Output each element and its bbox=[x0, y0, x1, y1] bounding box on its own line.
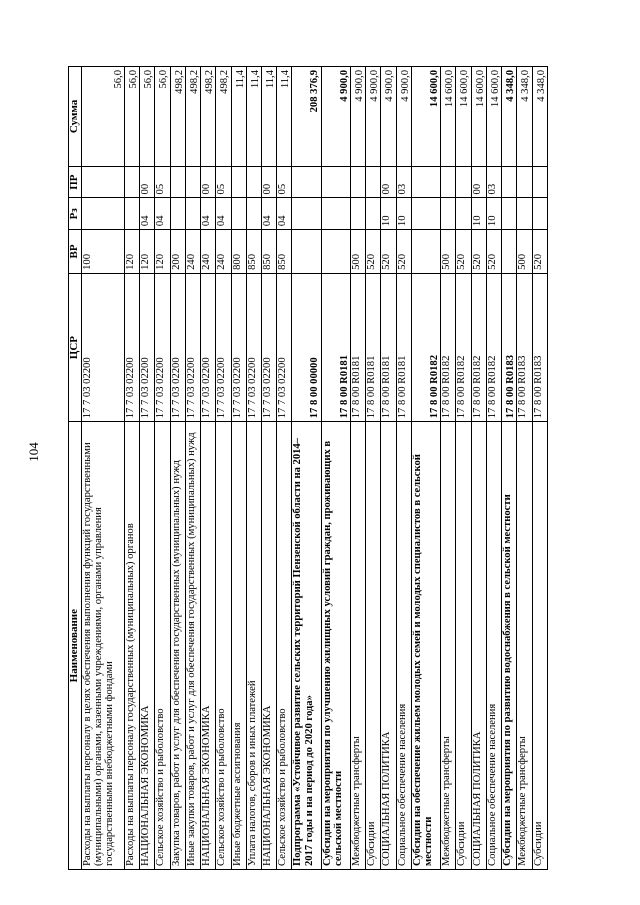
cell-sum: 11,4 bbox=[246, 67, 261, 167]
cell-vr bbox=[411, 230, 440, 274]
cell-name: Закупка товаров, работ и услуг для обеспечения государственных (муниципальных) нужд bbox=[170, 422, 185, 870]
cell-vr: 240 bbox=[216, 230, 231, 274]
cell-name: Межбюджетные трансферты bbox=[441, 422, 456, 870]
cell-sum: 56,0 bbox=[81, 67, 124, 167]
cell-name: Уплата налогов, сборов и иных платежей bbox=[246, 422, 261, 870]
cell-rz bbox=[321, 198, 350, 230]
table-row bbox=[471, 67, 486, 870]
table-row bbox=[201, 67, 216, 870]
cell-rz: 10 bbox=[471, 198, 486, 230]
table-row bbox=[486, 67, 501, 870]
header-vr: ВР bbox=[69, 230, 82, 274]
cell-csr: 17 7 03 02200 bbox=[216, 273, 231, 421]
cell-sum: 4 900,0 bbox=[396, 67, 411, 167]
cell-csr: 17 8 00 R0183 bbox=[502, 273, 517, 421]
cell-csr: 17 7 03 02200 bbox=[246, 273, 261, 421]
table-row bbox=[277, 67, 292, 870]
cell-pr: 05 bbox=[216, 166, 231, 198]
table-body bbox=[81, 67, 547, 870]
cell-name: Расходы на выплаты персоналу государственных (муниципальных) органов bbox=[124, 422, 139, 870]
cell-csr: 17 7 03 02200 bbox=[81, 273, 124, 421]
cell-csr: 17 8 00 R0182 bbox=[411, 273, 440, 421]
cell-vr: 240 bbox=[201, 230, 216, 274]
cell-sum: 4 348,0 bbox=[502, 67, 517, 167]
cell-pr bbox=[517, 166, 532, 198]
cell-rz: 10 bbox=[381, 198, 396, 230]
cell-pr: 05 bbox=[277, 166, 292, 198]
cell-csr: 17 8 00 R0182 bbox=[471, 273, 486, 421]
table-row bbox=[124, 67, 139, 870]
cell-rz bbox=[231, 198, 246, 230]
table-row bbox=[140, 67, 155, 870]
cell-name: СОЦИАЛЬНАЯ ПОЛИТИКА bbox=[381, 422, 396, 870]
cell-vr: 850 bbox=[277, 230, 292, 274]
cell-pr bbox=[350, 166, 365, 198]
header-sum: Сумма bbox=[69, 67, 82, 167]
cell-csr: 17 7 03 02200 bbox=[155, 273, 170, 421]
cell-vr: 520 bbox=[366, 230, 381, 274]
cell-sum: 498,2 bbox=[201, 67, 216, 167]
cell-name: Субсидии bbox=[456, 422, 471, 870]
cell-vr: 520 bbox=[396, 230, 411, 274]
cell-vr bbox=[321, 230, 350, 274]
cell-rz bbox=[185, 198, 200, 230]
cell-csr: 17 7 03 02200 bbox=[185, 273, 200, 421]
table-row bbox=[321, 67, 350, 870]
cell-sum: 56,0 bbox=[155, 67, 170, 167]
cell-rz: 04 bbox=[262, 198, 277, 230]
table-row bbox=[381, 67, 396, 870]
cell-vr: 520 bbox=[486, 230, 501, 274]
cell-sum: 14 600,0 bbox=[411, 67, 440, 167]
cell-rz bbox=[411, 198, 440, 230]
table-row bbox=[532, 67, 547, 870]
cell-rz bbox=[502, 198, 517, 230]
cell-pr: 00 bbox=[140, 166, 155, 198]
cell-name: Подпрограмма «Устойчивое развитие сельских территорий Пензенской области на 2014–2017 годы и на период до 2020 года» bbox=[292, 422, 321, 870]
cell-sum: 4 900,0 bbox=[321, 67, 350, 167]
cell-vr: 240 bbox=[185, 230, 200, 274]
cell-rz bbox=[517, 198, 532, 230]
cell-csr: 17 7 03 02200 bbox=[262, 273, 277, 421]
table-header bbox=[69, 67, 82, 870]
cell-pr: 00 bbox=[201, 166, 216, 198]
cell-vr: 800 bbox=[231, 230, 246, 274]
cell-name: Сельское хозяйство и рыболовство bbox=[216, 422, 231, 870]
cell-name: Субсидии bbox=[366, 422, 381, 870]
cell-name: НАЦИОНАЛЬНАЯ ЭКОНОМИКА bbox=[262, 422, 277, 870]
cell-rz bbox=[170, 198, 185, 230]
cell-pr bbox=[366, 166, 381, 198]
cell-csr: 17 7 03 02200 bbox=[124, 273, 139, 421]
table-row bbox=[350, 67, 365, 870]
header-pr: ПР bbox=[69, 166, 82, 198]
cell-rz: 04 bbox=[140, 198, 155, 230]
cell-pr bbox=[321, 166, 350, 198]
cell-name: Субсидии на мероприятия по развитию водоснабжения в сельской местности bbox=[502, 422, 517, 870]
cell-rz bbox=[246, 198, 261, 230]
cell-name: Социальное обеспечение населения bbox=[396, 422, 411, 870]
header-row bbox=[69, 67, 82, 870]
cell-rz bbox=[456, 198, 471, 230]
rotated-table-container bbox=[68, 66, 548, 870]
cell-vr: 850 bbox=[262, 230, 277, 274]
cell-vr: 500 bbox=[441, 230, 456, 274]
cell-sum: 14 600,0 bbox=[486, 67, 501, 167]
cell-sum: 11,4 bbox=[231, 67, 246, 167]
cell-vr: 120 bbox=[124, 230, 139, 274]
cell-vr bbox=[502, 230, 517, 274]
page-number: 104 bbox=[26, 442, 41, 462]
cell-name: Иные бюджетные ассигнования bbox=[231, 422, 246, 870]
cell-csr: 17 8 00 00000 bbox=[292, 273, 321, 421]
cell-sum: 11,4 bbox=[277, 67, 292, 167]
table-row bbox=[441, 67, 456, 870]
cell-pr bbox=[81, 166, 124, 198]
cell-csr: 17 8 00 R0182 bbox=[456, 273, 471, 421]
cell-name: Субсидии на мероприятия по улучшению жилищных условий граждан, проживающих в сельской местности bbox=[321, 422, 350, 870]
cell-rz: 04 bbox=[201, 198, 216, 230]
cell-vr: 850 bbox=[246, 230, 261, 274]
cell-name: НАЦИОНАЛЬНАЯ ЭКОНОМИКА bbox=[201, 422, 216, 870]
cell-rz: 04 bbox=[216, 198, 231, 230]
cell-csr: 17 7 03 02200 bbox=[231, 273, 246, 421]
cell-sum: 4 900,0 bbox=[350, 67, 365, 167]
cell-pr: 05 bbox=[155, 166, 170, 198]
cell-sum: 56,0 bbox=[124, 67, 139, 167]
cell-name: НАЦИОНАЛЬНАЯ ЭКОНОМИКА bbox=[140, 422, 155, 870]
cell-vr: 520 bbox=[471, 230, 486, 274]
cell-rz bbox=[81, 198, 124, 230]
cell-csr: 17 8 00 R0181 bbox=[396, 273, 411, 421]
cell-vr: 500 bbox=[517, 230, 532, 274]
table-row bbox=[411, 67, 440, 870]
cell-sum: 4 348,0 bbox=[517, 67, 532, 167]
cell-pr bbox=[292, 166, 321, 198]
cell-csr: 17 7 03 02200 bbox=[170, 273, 185, 421]
table-row bbox=[231, 67, 246, 870]
budget-table bbox=[68, 66, 548, 870]
cell-rz bbox=[124, 198, 139, 230]
cell-vr: 500 bbox=[350, 230, 365, 274]
cell-csr: 17 8 00 R0181 bbox=[321, 273, 350, 421]
table-row bbox=[170, 67, 185, 870]
cell-csr: 17 8 00 R0183 bbox=[532, 273, 547, 421]
cell-sum: 4 900,0 bbox=[366, 67, 381, 167]
table-row bbox=[366, 67, 381, 870]
cell-name: Межбюджетные трансферты bbox=[350, 422, 365, 870]
cell-sum: 14 600,0 bbox=[456, 67, 471, 167]
table-row bbox=[456, 67, 471, 870]
cell-vr: 200 bbox=[170, 230, 185, 274]
cell-pr bbox=[502, 166, 517, 198]
cell-csr: 17 8 00 R0181 bbox=[366, 273, 381, 421]
table-row bbox=[81, 67, 124, 870]
cell-rz: 10 bbox=[396, 198, 411, 230]
cell-rz bbox=[350, 198, 365, 230]
cell-rz bbox=[441, 198, 456, 230]
cell-vr: 120 bbox=[155, 230, 170, 274]
cell-vr: 520 bbox=[532, 230, 547, 274]
cell-vr bbox=[292, 230, 321, 274]
table-row bbox=[517, 67, 532, 870]
header-rz: Рз bbox=[69, 198, 82, 230]
cell-pr: 00 bbox=[471, 166, 486, 198]
cell-name: Иные закупки товаров, работ и услуг для обеспечения государственных (муниципальных) нужд bbox=[185, 422, 200, 870]
cell-sum: 14 600,0 bbox=[471, 67, 486, 167]
cell-name: Субсидии bbox=[532, 422, 547, 870]
cell-sum: 56,0 bbox=[140, 67, 155, 167]
cell-csr: 17 8 00 R0182 bbox=[441, 273, 456, 421]
cell-sum: 498,2 bbox=[170, 67, 185, 167]
cell-csr: 17 7 03 02200 bbox=[201, 273, 216, 421]
table-row bbox=[292, 67, 321, 870]
table-row bbox=[262, 67, 277, 870]
cell-name: Сельское хозяйство и рыболовство bbox=[277, 422, 292, 870]
cell-pr: 00 bbox=[381, 166, 396, 198]
cell-vr: 100 bbox=[81, 230, 124, 274]
cell-rz: 04 bbox=[155, 198, 170, 230]
cell-rz bbox=[532, 198, 547, 230]
cell-pr bbox=[185, 166, 200, 198]
table-row bbox=[155, 67, 170, 870]
cell-name: Социальное обеспечение населения bbox=[486, 422, 501, 870]
cell-rz: 10 bbox=[486, 198, 501, 230]
cell-name: Расходы на выплаты персоналу в целях обеспечения выполнения функций государственными (муниципальными) органами, казенными учреждениями, органами управления государственными внебюджетными фондами bbox=[81, 422, 124, 870]
cell-pr bbox=[532, 166, 547, 198]
cell-pr bbox=[246, 166, 261, 198]
cell-sum: 11,4 bbox=[262, 67, 277, 167]
table-row bbox=[216, 67, 231, 870]
cell-rz bbox=[292, 198, 321, 230]
cell-sum: 4 348,0 bbox=[532, 67, 547, 167]
cell-sum: 14 600,0 bbox=[441, 67, 456, 167]
table-row bbox=[185, 67, 200, 870]
cell-name: СОЦИАЛЬНАЯ ПОЛИТИКА bbox=[471, 422, 486, 870]
cell-vr: 120 bbox=[140, 230, 155, 274]
cell-pr: 00 bbox=[262, 166, 277, 198]
cell-vr: 520 bbox=[381, 230, 396, 274]
cell-csr: 17 8 00 R0181 bbox=[381, 273, 396, 421]
cell-pr bbox=[124, 166, 139, 198]
table-row bbox=[246, 67, 261, 870]
cell-pr bbox=[411, 166, 440, 198]
cell-sum: 4 900,0 bbox=[381, 67, 396, 167]
cell-sum: 498,2 bbox=[185, 67, 200, 167]
table-row bbox=[502, 67, 517, 870]
cell-csr: 17 7 03 02200 bbox=[277, 273, 292, 421]
cell-csr: 17 8 00 R0183 bbox=[517, 273, 532, 421]
cell-pr bbox=[170, 166, 185, 198]
cell-pr bbox=[441, 166, 456, 198]
cell-csr: 17 8 00 R0182 bbox=[486, 273, 501, 421]
cell-pr bbox=[456, 166, 471, 198]
cell-sum: 208 376,9 bbox=[292, 67, 321, 167]
cell-name: Межбюджетные трансферты bbox=[517, 422, 532, 870]
cell-name: Субсидии на обеспечение жильем молодых семей и молодых специалистов в сельской местности bbox=[411, 422, 440, 870]
cell-pr: 03 bbox=[396, 166, 411, 198]
cell-rz: 04 bbox=[277, 198, 292, 230]
cell-rz bbox=[366, 198, 381, 230]
header-name: Наименование bbox=[69, 422, 82, 870]
cell-pr: 03 bbox=[486, 166, 501, 198]
cell-sum: 498,2 bbox=[216, 67, 231, 167]
cell-name: Сельское хозяйство и рыболовство bbox=[155, 422, 170, 870]
table-row bbox=[396, 67, 411, 870]
cell-vr: 520 bbox=[456, 230, 471, 274]
cell-csr: 17 7 03 02200 bbox=[140, 273, 155, 421]
header-csr: ЦСР bbox=[69, 273, 82, 421]
cell-csr: 17 8 00 R0181 bbox=[350, 273, 365, 421]
cell-pr bbox=[231, 166, 246, 198]
